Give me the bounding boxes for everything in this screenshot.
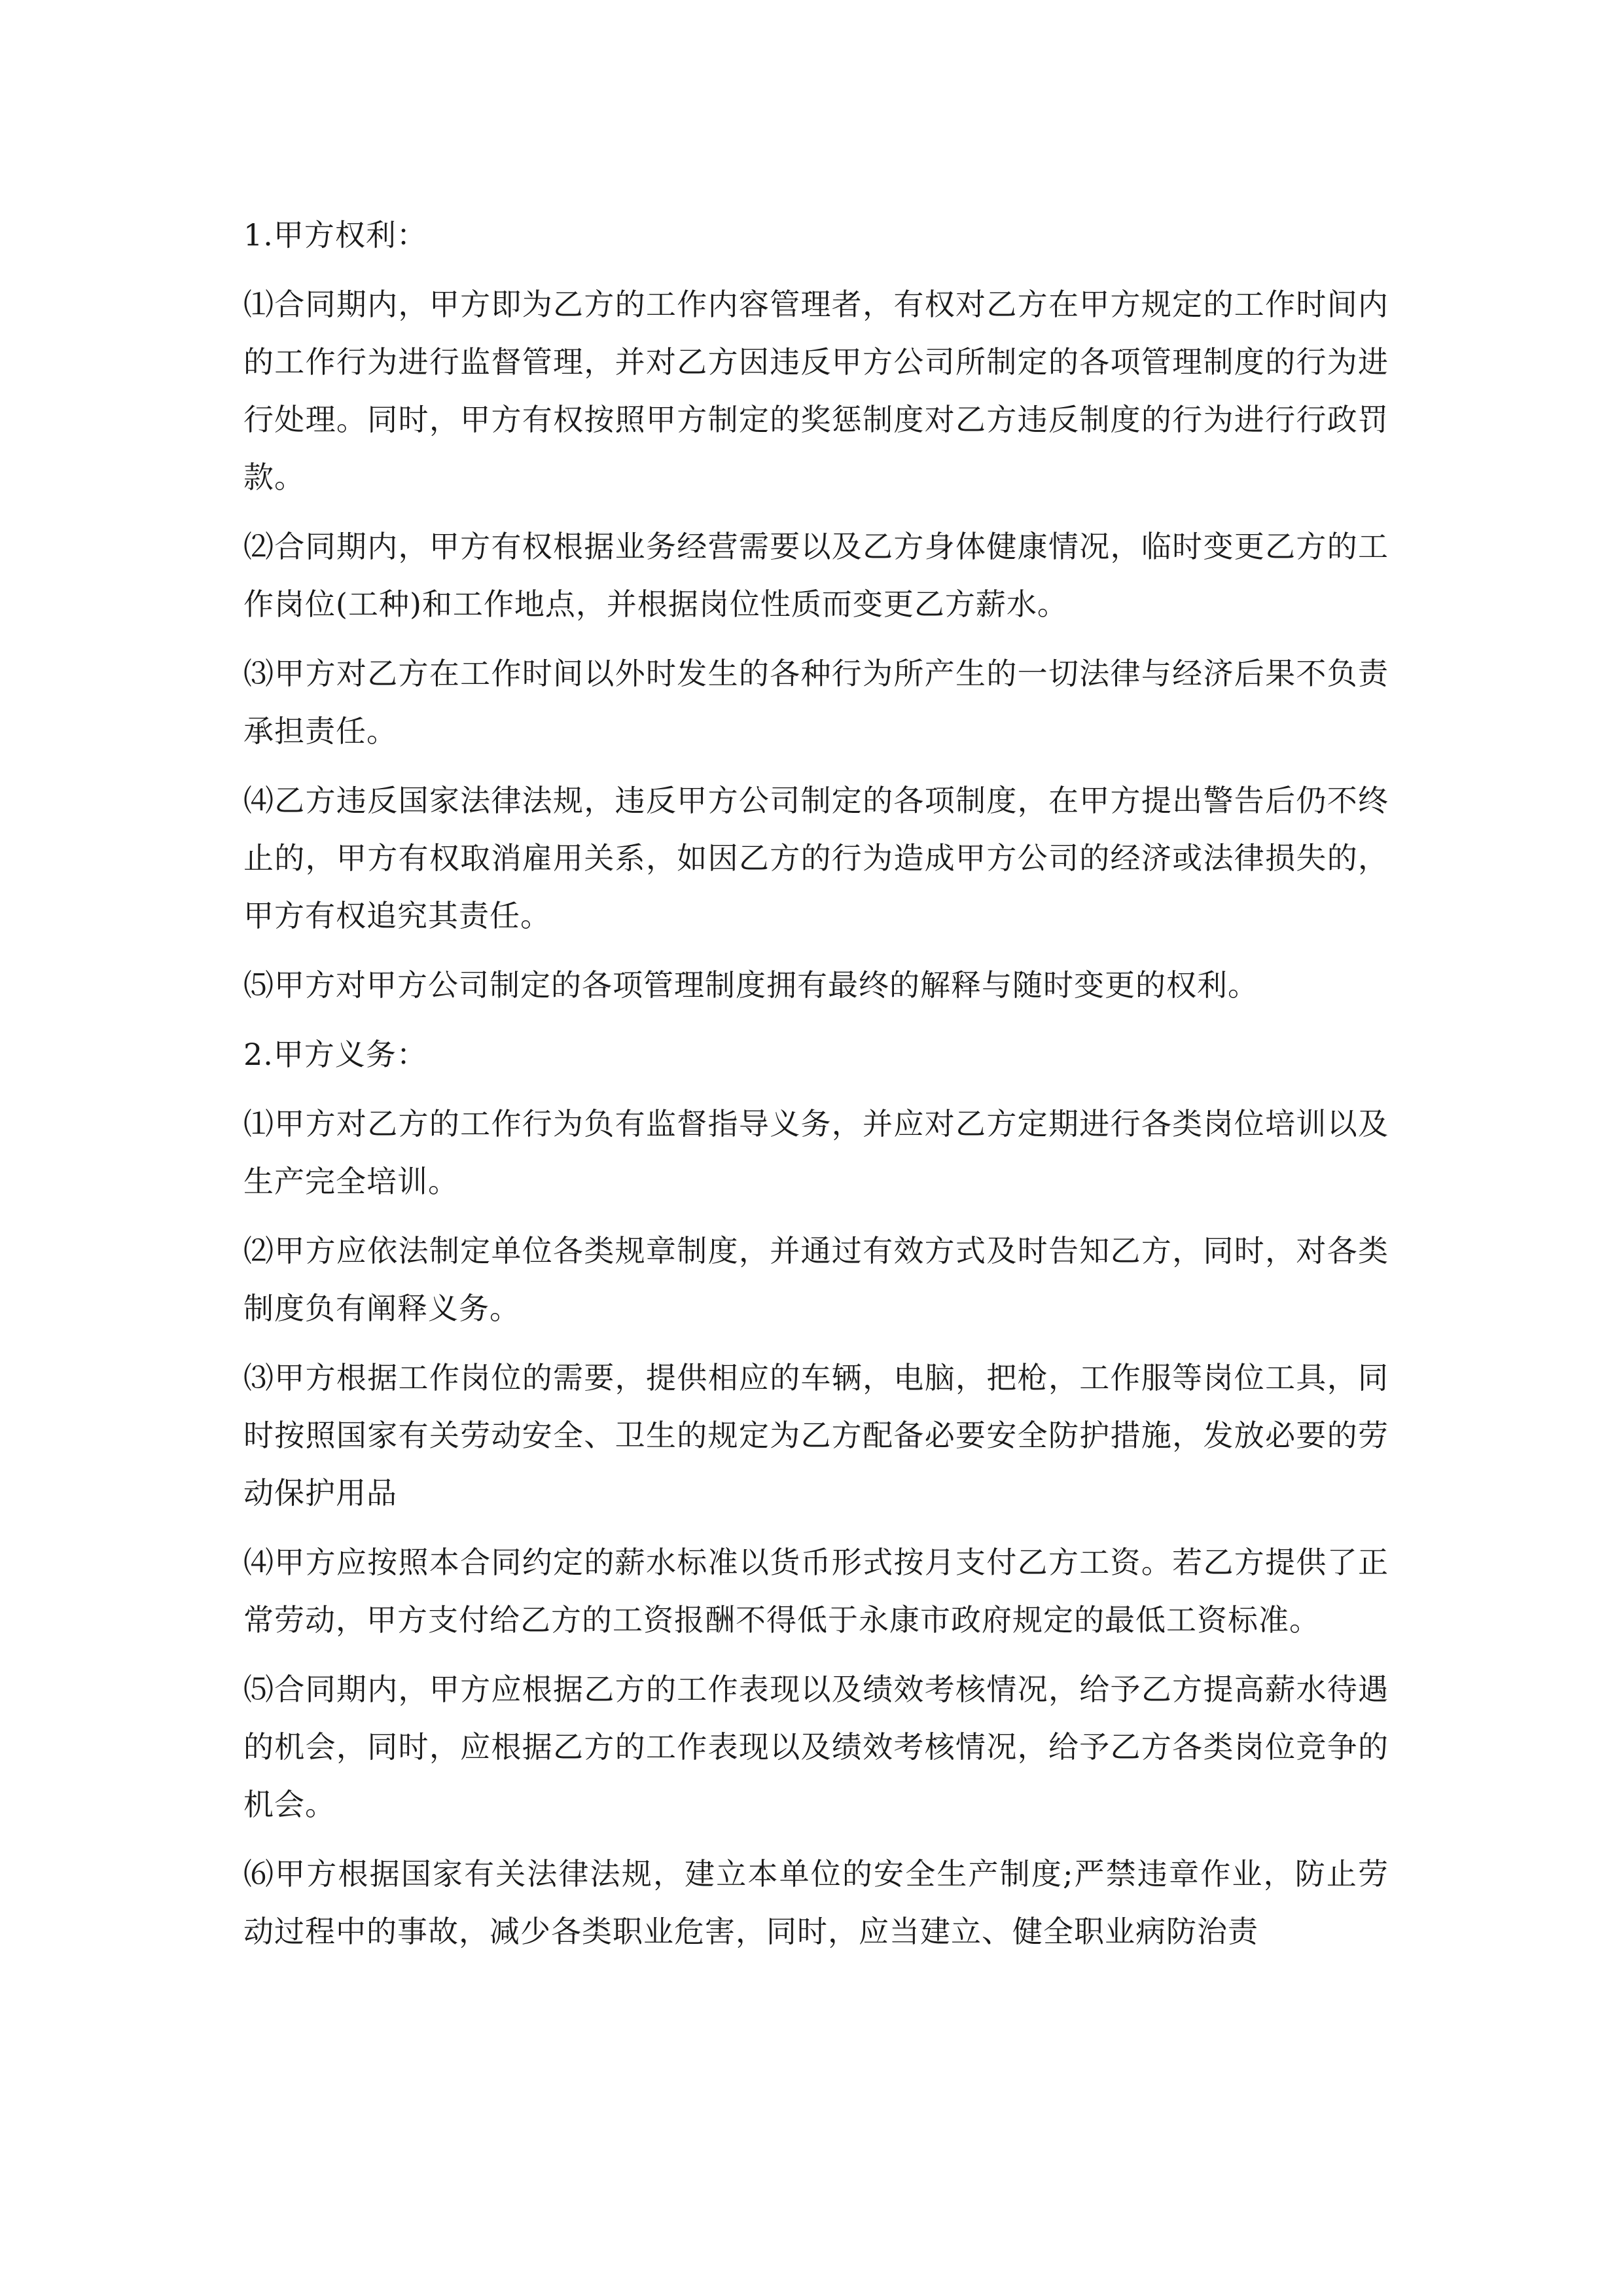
section-2-item-3: ⑶甲方根据工作岗位的需要，提供相应的车辆，电脑，把枪，工作服等岗位工具，同时按照国家有关劳动安全、卫生的规定为乙方配备必要安全防护措施，发放必要的劳动保护用品 (243, 1360, 1389, 1511)
section-2-item-5: ⑸合同期内，甲方应根据乙方的工作表现以及绩效考核情况，给予乙方提高薪水待遇的机会，同时，应根据乙方的工作表现以及绩效考核情况，给予乙方各类岗位竞争的机会。 (243, 1672, 1389, 1822)
section-1-item-1: ⑴合同期内，甲方即为乙方的工作内容管理者，有权对乙方在甲方规定的工作时间内的工作行为进行监督管理，并对乙方因违反甲方公司所制定的各项管理制度的行为进行处理。同时，甲方有权按照甲方制定的奖惩制度对乙方违反制度的行为进行行政罚款。 (243, 287, 1389, 495)
section-2-heading: 2.甲方义务： (243, 1037, 427, 1072)
section-1-heading: 1.甲方权利： (243, 217, 427, 253)
section-2-item-2: ⑵甲方应依法制定单位各类规章制度，并通过有效方式及时告知乙方，同时，对各类制度负有阐释义务。 (243, 1233, 1389, 1326)
section-2-item-1: ⑴甲方对乙方的工作行为负有监督指导义务，并应对乙方定期进行各类岗位培训以及生产完全培训。 (243, 1106, 1389, 1199)
section-1-item-3: ⑶甲方对乙方在工作时间以外时发生的各种行为所产生的一切法律与经济后果不负责承担责任。 (243, 656, 1389, 749)
section-2-item-6: ⑹甲方根据国家有关法律法规，建立本单位的安全生产制度;严禁违章作业，防止劳动过程中的事故，减少各类职业危害，同时，应当建立、健全职业病防治责 (243, 1856, 1389, 1949)
section-2-item-4: ⑷甲方应按照本合同约定的薪水标准以货币形式按月支付乙方工资。若乙方提供了正常劳动，甲方支付给乙方的工资报酬不得低于永康市政府规定的最低工资标准。 (243, 1545, 1389, 1638)
section-1-item-5: ⑸甲方对甲方公司制定的各项管理制度拥有最终的解释与随时变更的权利。 (243, 967, 1258, 1003)
section-1-item-2: ⑵合同期内，甲方有权根据业务经营需要以及乙方身体健康情况，临时变更乙方的工作岗位(工种)和工作地点，并根据岗位性质而变更乙方薪水。 (243, 529, 1389, 622)
document-page (243, 206, 1389, 1972)
section-1-item-4: ⑷乙方违反国家法律法规，违反甲方公司制定的各项制度，在甲方提出警告后仍不终止的，甲方有权取消雇用关系，如因乙方的行为造成甲方公司的经济或法律损失的，甲方有权追究其责任。 (243, 783, 1389, 933)
